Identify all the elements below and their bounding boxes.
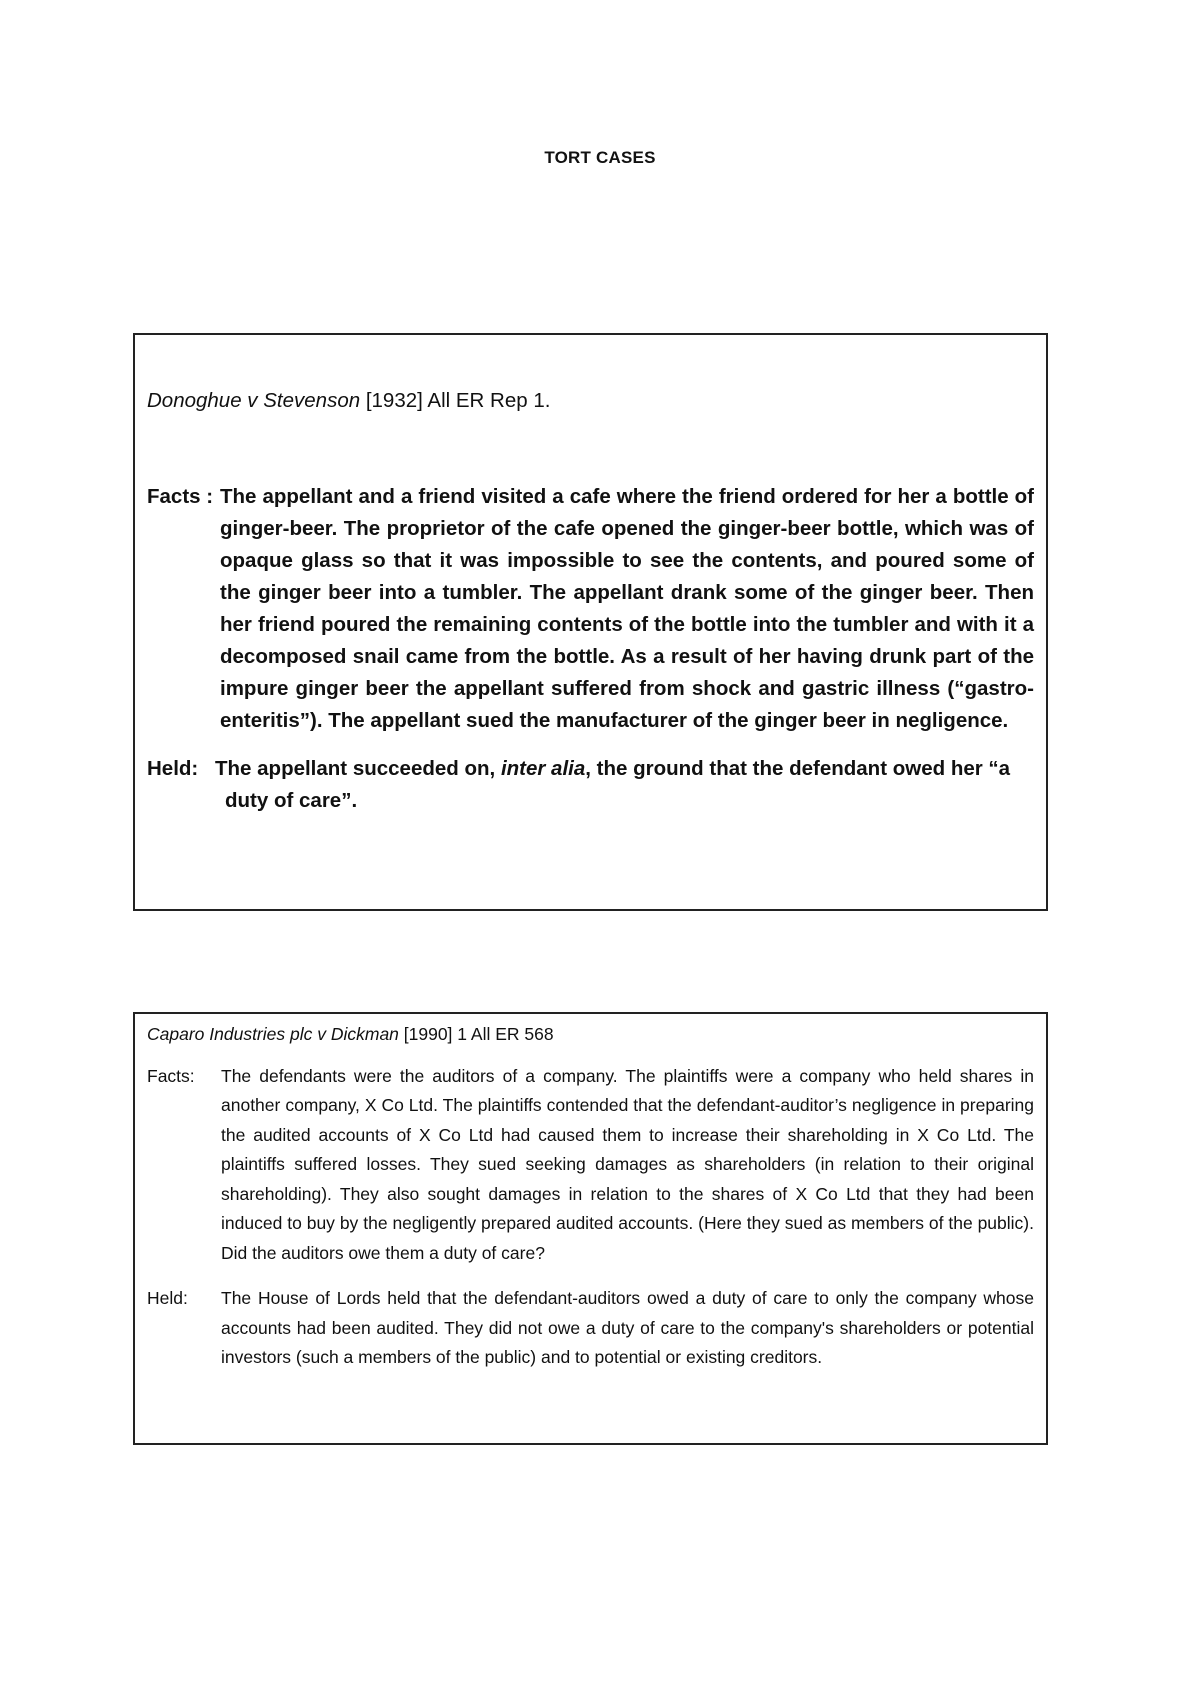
held-label: Held: [147,757,199,780]
case-name: Donoghue v Stevenson [147,389,361,412]
case-name: Caparo Industries plc v Dickman [147,1024,399,1044]
held-text [215,753,1034,817]
case-box-donoghue [133,333,1048,911]
held-line-1 [215,753,1034,785]
case-box-caparo [133,1012,1048,1445]
held-prefix: The appellant succeeded on, [215,757,501,780]
page-title: TORT CASES [544,148,656,167]
facts-label: Facts: [147,1065,195,1086]
case-reference: [1990] 1 All ER 568 [398,1024,554,1044]
case-citation [147,1020,1034,1050]
held-text: The House of Lords held that the defendant-auditors owed a duty of care to only the company whose accounts had been audited. They did not owe a duty of care to the company's shareholders or potential investors (such a members of the public) and to potential or existing creditors. [221,1288,1034,1367]
facts-text: The appellant and a friend visited a cafe where the friend ordered for her a bottle of ginger-beer. The proprietor of the cafe opened the ginger-beer bottle, which was of opaque glass so that it was impossible to see the contents, and poured some of the ginger beer into a tumbler. The appellant drank some of the ginger beer. Then her friend poured the remaining contents of the bottle into the tumbler and with it a decomposed snail came from the bottle. As a result of her having drunk part of the impure ginger beer the appellant suffered from shock and gastric illness (“gastro-enteritis”). The appellant sued the manufacturer of the ginger beer in negligence. [220,485,1034,732]
held-line-2: duty of care”. [225,789,358,812]
facts-section [147,1062,1034,1269]
facts-section [147,481,1034,737]
held-section [147,1284,1034,1373]
held-latin-term: inter alia [500,757,586,780]
facts-text: The defendants were the auditors of a company. The plaintiffs were a company who held shares in another company, X Co Ltd. The plaintiffs contended that the defendant-auditor’s negligence in preparing the audited accounts of X Co Ltd had caused them to increase their shareholding in X Co Ltd. The plaintiffs suffered losses. They sued seeking damages as shareholders (in relation to their original shareholding). They also sought damages in relation to the shares of X Co Ltd that they had been induced to buy by the negligently prepared audited accounts. (Here they sued as members of the public). Did the auditors owe them a duty of care? [221,1065,1034,1263]
held-label: Held: [147,1288,188,1308]
held-section [147,753,1034,817]
facts-label: Facts : [147,485,214,508]
case-citation [147,385,1034,417]
case-reference: [1932] All ER Rep 1. [360,389,551,412]
held-suffix: , the ground that the defendant owed her “a [585,757,1011,780]
